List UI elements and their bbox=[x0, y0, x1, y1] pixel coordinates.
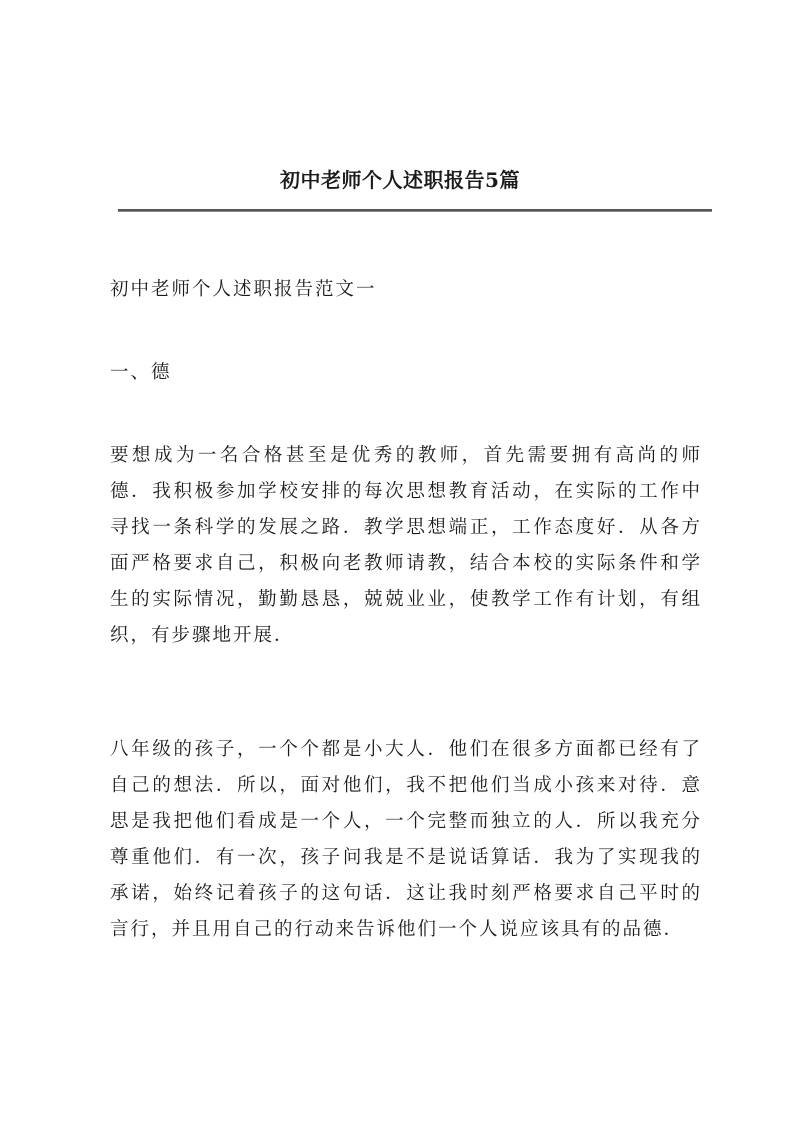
document-subtitle: 初中老师个人述职报告范文一 bbox=[110, 279, 377, 300]
paragraph: 要想成为一名合格甚至是优秀的教师，首先需要拥有高尚的师德．我积极参加学校安排的每次思想教育活动，在实际的工作中寻找一条科学的发展之路．教学思想端正，工作态度好．从各方面严格要求自己，积极向老教师请教，结合本校的实际条件和学生的实际情况，勤勤恳恳，兢兢业业，使教学工作有计划，有组织，有步骤地开展． bbox=[110, 445, 702, 646]
title-divider bbox=[118, 209, 712, 212]
document-title: 初中老师个人述职报告5篇 bbox=[280, 168, 520, 192]
paragraph: 八年级的孩子，一个个都是小大人．他们在很多方面都已经有了自己的想法．所以，面对他们，我不把他们当成小孩来对待．意思是我把他们看成是一个人，一个完整而独立的人．所以我充分尊重他们．有一次，孩子问我是不是说话算话．我为了实现我的承诺，始终记着孩子的这句话．这让我时刻严格要求自己平时的言行，并且用自己的行动来告诉他们一个人说应该具有的品德． bbox=[110, 739, 702, 940]
section-heading: 一、德 bbox=[110, 362, 172, 383]
